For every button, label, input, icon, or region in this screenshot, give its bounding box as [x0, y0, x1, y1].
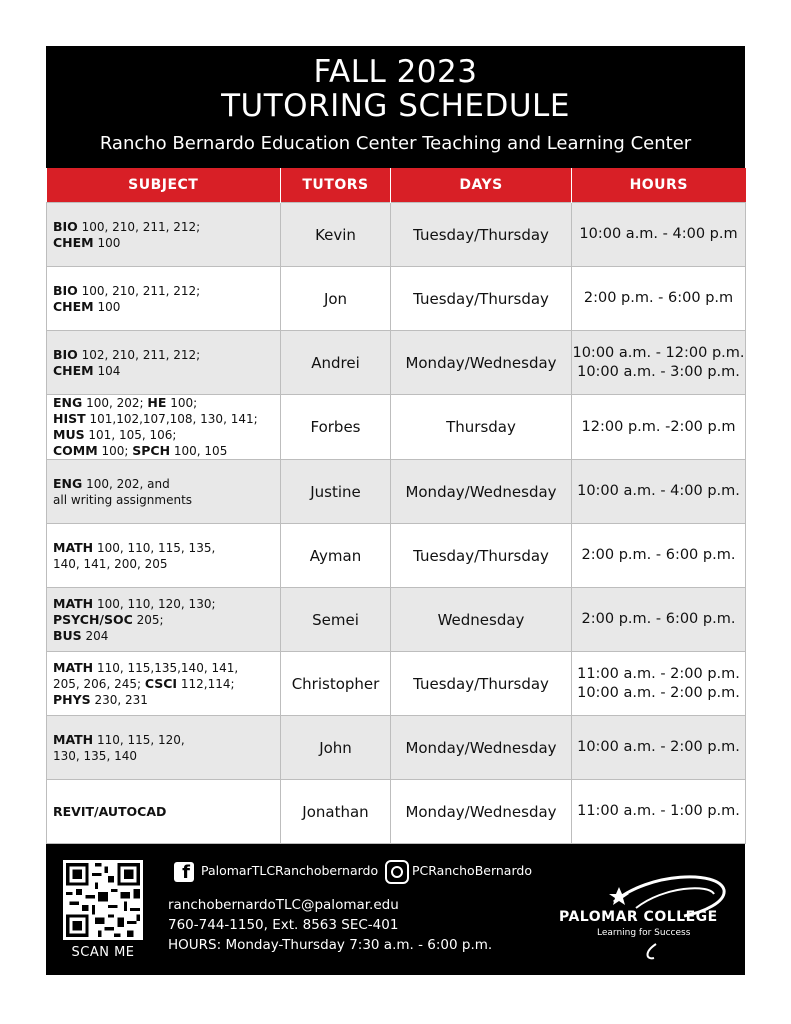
- table-row: [47, 331, 746, 395]
- course-code: PSYCH/SOC: [53, 611, 133, 627]
- subject-line: [53, 492, 280, 508]
- course-numbers: 130, 135, 140: [53, 748, 137, 763]
- course-code: ENG: [53, 475, 83, 491]
- tutor-cell: John: [281, 716, 391, 780]
- subject-line: [53, 347, 280, 363]
- hours-line: 11:00 a.m. - 2:00 p.m.: [577, 665, 740, 682]
- title-line-2: TUTORING SCHEDULE: [221, 88, 570, 124]
- hours-line: 11:00 a.m. - 1:00 p.m.: [577, 803, 740, 819]
- subject-line: [53, 596, 280, 612]
- days-cell: Tuesday/Thursday: [391, 267, 572, 331]
- hours-line: 10:00 a.m. - 2:00 p.m.: [577, 684, 740, 701]
- course-numbers: 100, 202, and: [82, 476, 170, 491]
- days-cell: Monday/Wednesday: [391, 780, 572, 844]
- hours-line: 10:00 a.m. - 4:00 p.m: [579, 226, 738, 242]
- days-cell: Tuesday/Thursday: [391, 524, 572, 588]
- course-code: CSCI: [144, 675, 178, 691]
- course-numbers: 110, 115, 120,: [93, 732, 185, 747]
- course-code: MATH: [53, 731, 94, 747]
- subject-line: [53, 219, 280, 235]
- subject-line: [53, 612, 280, 628]
- course-code: CHEM: [53, 234, 94, 250]
- hours-line: 2:00 p.m. - 6:00 p.m: [583, 290, 734, 306]
- office-hours: HOURS: Monday-Thursday 7:30 a.m. - 6:00 p.m.: [168, 937, 493, 953]
- subject-line: [53, 804, 280, 820]
- course-code: MATH: [53, 659, 94, 675]
- hours-line: 10:00 a.m. - 3:00 p.m.: [577, 363, 740, 380]
- table-row: [47, 267, 746, 331]
- table-header-row: [47, 168, 746, 203]
- contact-email[interactable]: ranchobernardoTLC@palomar.edu: [168, 897, 399, 913]
- course-numbers: 100;: [97, 444, 133, 458]
- tutor-cell: Ayman: [281, 524, 391, 588]
- course-numbers: 100, 202;: [82, 396, 148, 410]
- subject-line: [53, 676, 280, 692]
- subject-cell: [47, 780, 281, 844]
- course-code: REVIT/AUTOCAD: [53, 803, 167, 819]
- tutor-cell: Justine: [281, 460, 391, 524]
- course-code: COMM: [53, 443, 98, 458]
- qr-code[interactable]: [63, 860, 143, 940]
- subject-line: [53, 299, 280, 315]
- column-header-subject: SUBJECT: [47, 168, 281, 203]
- subject-line: [53, 395, 280, 411]
- subject-line: [53, 748, 280, 764]
- course-numbers: 100: [93, 235, 121, 250]
- table-row: [47, 588, 746, 652]
- facebook-icon: f: [174, 862, 194, 882]
- hours-cell: [572, 331, 746, 395]
- subject-line: [53, 660, 280, 676]
- hours-line: 10:00 a.m. - 4:00 p.m.: [577, 483, 740, 499]
- hours-cell: [572, 524, 746, 588]
- course-code: BUS: [53, 627, 82, 643]
- course-numbers: 100, 110, 120, 130;: [93, 596, 216, 611]
- column-header-days: DAYS: [391, 168, 572, 203]
- table-row: [47, 524, 746, 588]
- subject-line: [53, 692, 280, 708]
- table-row: [47, 460, 746, 524]
- subject-line: [53, 363, 280, 379]
- course-code: MATH: [53, 539, 94, 555]
- subject-cell: [47, 460, 281, 524]
- contact-phone: 760-744-1150, Ext. 8563 SEC-401: [168, 917, 399, 933]
- tutor-cell: Kevin: [281, 203, 391, 267]
- course-numbers: 100, 105: [170, 444, 228, 458]
- course-numbers: 112,114;: [177, 676, 235, 691]
- course-numbers: all writing assignments: [53, 492, 193, 507]
- course-code: CHEM: [53, 362, 94, 378]
- hours-line: 2:00 p.m. - 6:00 p.m.: [581, 611, 736, 627]
- instagram-handle[interactable]: PCRanchoBernardo: [412, 863, 532, 878]
- subject-cell: [47, 267, 281, 331]
- subject-line: [53, 732, 280, 748]
- hours-cell: [572, 267, 746, 331]
- course-numbers: 102, 210, 211, 212;: [77, 347, 201, 362]
- subject-cell: [47, 524, 281, 588]
- table-row: [47, 780, 746, 844]
- scan-me-label: SCAN ME: [71, 945, 135, 960]
- subject-cell: [47, 203, 281, 267]
- hours-cell: [572, 780, 746, 844]
- course-numbers: 204: [81, 628, 109, 643]
- course-numbers: 104: [93, 363, 121, 378]
- days-cell: Monday/Wednesday: [391, 331, 572, 395]
- tutor-cell: Christopher: [281, 652, 391, 716]
- subject-line: [53, 411, 280, 427]
- course-numbers: 230, 231: [90, 692, 148, 707]
- course-code: CHEM: [53, 298, 94, 314]
- days-cell: Monday/Wednesday: [391, 460, 572, 524]
- hours-line: 10:00 a.m. - 12:00 p.m.: [572, 344, 745, 361]
- course-code: BIO: [53, 346, 78, 362]
- table-row: [47, 652, 746, 716]
- hours-cell: [572, 716, 746, 780]
- hours-cell: [572, 395, 746, 460]
- course-numbers: 100, 110, 115, 135,: [93, 540, 216, 555]
- header-banner: [46, 46, 745, 168]
- course-code: BIO: [53, 218, 78, 234]
- tutor-cell: Jon: [281, 267, 391, 331]
- subject-line: [53, 427, 280, 443]
- course-code: SPCH: [132, 443, 171, 458]
- tutor-cell: Jonathan: [281, 780, 391, 844]
- tutor-cell: Semei: [281, 588, 391, 652]
- days-cell: Wednesday: [391, 588, 572, 652]
- course-code: PHYS: [53, 691, 91, 707]
- hours-line: 2:00 p.m. - 6:00 p.m.: [581, 547, 736, 563]
- title-line-1: FALL 2023: [313, 54, 478, 90]
- contact-info: [168, 895, 492, 955]
- subject-cell: [47, 716, 281, 780]
- course-numbers: 205;: [132, 612, 164, 627]
- logo-name: PALOMAR COLLEGE: [559, 909, 718, 925]
- hours-line: 12:00 p.m. -2:00 p.m: [581, 418, 736, 435]
- table-row: [47, 203, 746, 267]
- column-header-tutors: TUTORS: [281, 168, 391, 203]
- course-code: MATH: [53, 595, 94, 611]
- course-numbers: 140, 141, 200, 205: [53, 556, 168, 571]
- tutor-cell: Forbes: [281, 395, 391, 460]
- course-numbers: 110, 115,135,140, 141,: [93, 660, 239, 675]
- course-code: HIST: [53, 411, 86, 426]
- subject-cell: [47, 331, 281, 395]
- hours-cell: [572, 203, 746, 267]
- course-numbers: 205, 206, 245;: [53, 676, 145, 691]
- schedule-sheet: [46, 46, 745, 975]
- table-row: [47, 716, 746, 780]
- table-row: [47, 395, 746, 460]
- schedule-table: [46, 168, 746, 844]
- course-numbers: 100;: [166, 396, 198, 410]
- column-header-hours: HOURS: [572, 168, 746, 203]
- facebook-handle[interactable]: PalomarTLCRanchobernardo: [201, 863, 379, 878]
- course-code: BIO: [53, 282, 78, 298]
- course-numbers: 101,102,107,108, 130, 141;: [85, 412, 258, 426]
- hours-line: 10:00 a.m. - 2:00 p.m.: [577, 739, 740, 755]
- course-numbers: 101, 105, 106;: [84, 428, 177, 442]
- hours-cell: [572, 460, 746, 524]
- tutor-cell: Andrei: [281, 331, 391, 395]
- course-numbers: 100: [93, 299, 121, 314]
- hours-cell: [572, 588, 746, 652]
- course-code: HE: [147, 395, 167, 410]
- subject-line: [53, 628, 280, 644]
- course-code: ENG: [53, 395, 83, 410]
- course-code: MUS: [53, 427, 85, 442]
- subject-cell: [47, 395, 281, 460]
- logo-tagline: Learning for Success: [597, 928, 691, 938]
- subject-line: [53, 283, 280, 299]
- subject-line: [53, 443, 280, 459]
- subject-line: [53, 235, 280, 251]
- course-numbers: 100, 210, 211, 212;: [77, 219, 201, 234]
- subject-cell: [47, 588, 281, 652]
- days-cell: Tuesday/Thursday: [391, 203, 572, 267]
- days-cell: Thursday: [391, 395, 572, 460]
- days-cell: Monday/Wednesday: [391, 716, 572, 780]
- course-numbers: 100, 210, 211, 212;: [77, 283, 201, 298]
- subject-line: [53, 540, 280, 556]
- days-cell: Tuesday/Thursday: [391, 652, 572, 716]
- instagram-icon: [385, 860, 409, 884]
- subject-line: [53, 476, 280, 492]
- footer: [46, 844, 745, 975]
- subtitle: Rancho Bernardo Education Center Teaching and Learning Center: [99, 133, 692, 154]
- subject-cell: [47, 652, 281, 716]
- subject-line: [53, 556, 280, 572]
- hours-cell: [572, 652, 746, 716]
